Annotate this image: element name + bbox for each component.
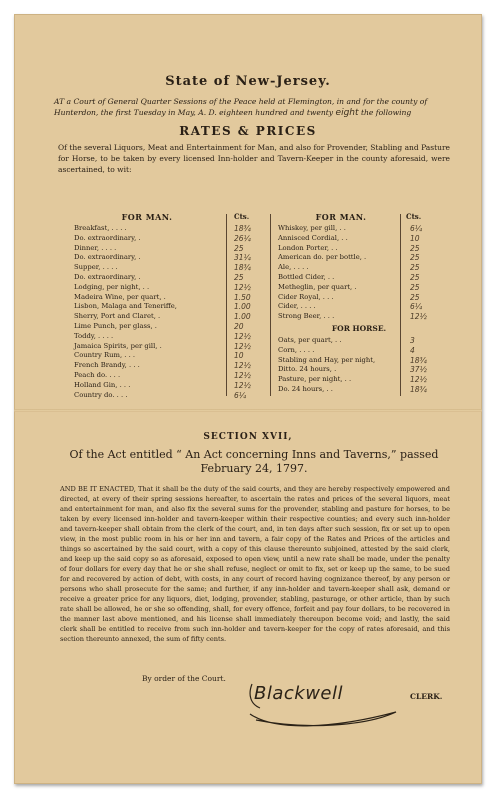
- horse-row: [278, 356, 440, 366]
- right-item-price: 25: [410, 282, 420, 292]
- left-item-label: Lodging, per night, . .: [74, 282, 150, 291]
- right-row: [278, 224, 440, 234]
- right-item-label: American do. per bottle, .: [278, 253, 367, 262]
- right-item-price: 6¼: [410, 224, 423, 233]
- right-column-header: [278, 212, 440, 224]
- left-item-price: 12½: [234, 361, 251, 371]
- right-item-price: 12½: [410, 312, 427, 322]
- state-heading: State of New-Jersey.: [165, 74, 331, 89]
- clerk-label: CLERK.: [410, 692, 443, 701]
- horse-rows: [278, 336, 440, 395]
- left-row: [74, 342, 274, 352]
- left-item-price: 12½: [234, 370, 251, 380]
- horse-row: [278, 385, 440, 395]
- left-heading: FOR MAN.: [121, 212, 173, 222]
- column-rule-right-cts: [400, 214, 401, 396]
- column-rule-center: [270, 214, 271, 396]
- left-row: [74, 381, 274, 391]
- left-item-price: 18¾: [234, 224, 251, 233]
- horse-item-label: Do. 24 hours, . .: [278, 384, 333, 393]
- rates-title: RATES & PRICES: [179, 124, 317, 138]
- right-row: [278, 234, 440, 244]
- horse-item-price: 12½: [410, 375, 427, 385]
- horse-item-price: 3: [410, 335, 415, 345]
- order-of-court: By order of the Court.: [142, 674, 226, 683]
- right-item-price: 25: [410, 243, 420, 253]
- left-item-price: 12½: [234, 331, 251, 341]
- horse-heading: FOR HORSE.: [331, 323, 387, 333]
- horse-item-label: Ditto. 24 hours, .: [278, 365, 337, 374]
- court-statement: [54, 96, 454, 119]
- right-item-label: Strong Beer, . . .: [278, 312, 335, 321]
- left-row: [74, 351, 274, 361]
- left-item-label: Do. extraordinary, .: [74, 272, 141, 281]
- left-row: [74, 332, 274, 342]
- horse-row: [278, 346, 440, 356]
- left-item-price: 20: [234, 321, 244, 331]
- right-item-price: 25: [410, 292, 420, 302]
- left-item-price: 25: [234, 243, 244, 253]
- act-body-text: AND BE IT ENACTED, That it shall be the duty of the said courts, and they are hereby respectively empowered and directed, at every of their spring sessions hereafter, to ascertain the rates and prices of the several liquors, meat and entertainment for man, and also fix the several sums for the provender, stabling and pasture for horses, to be taken by every licensed inn-holder and tavern-keeper within their respective counties; and every such inn-holder and tavern-keeper shall obtain from the clerk of the court, and, in ten days after such session, fix or set up to open view, in the most public room in his or her inn and tavern, a fair copy of the Rates and Prices of the articles and things so ascertained by the said court, with a copy of this clause thereunto subjoined, attested by the said clerk, and keep up the said copy so as aforesaid, exposed to open view, until a new rate shall be made, under the penalty of four dollars for every day that he or she shall refuse, neglect or omit to fix, set or keep up the same, to be sued for and recovered by action of debt, with costs, in any court of record having cognizance thereof, by any person or persons who shall prosecute for the same; and further, if any inn-holder and tavern-keeper shall ask, demand or receive a greater price for any liquors, diet, lodging, provender, stabling, pasturage, or other article, than by such rate shall be allowed, he or she so offending, shall, for every offence, forfeit and pay four dollars, to be recovered in the manner last above mentioned, and his license shall immediately thereupon become void; and lastly, the said clerk shall be entitled to receive from such inn-holder and tavern-keeper for the copy of rates aforesaid, and this section thereunto annexed, the sum of fifty cents.: [60, 485, 450, 643]
- left-item-price: 6¼: [234, 390, 247, 400]
- right-row: [278, 263, 440, 273]
- act-title: Of the Act entitled “ An Act concerning Inns and Taverns,” passed February 24, 1797.: [69, 448, 439, 475]
- left-item-label: Country do. . . .: [74, 390, 128, 399]
- right-row: [278, 312, 440, 322]
- section-number: SECTION XVII,: [203, 432, 293, 442]
- left-cts-heading: Cts.: [234, 212, 250, 221]
- court-line-b: the following: [360, 108, 412, 117]
- left-item-price: 1.00: [234, 312, 251, 322]
- right-heading: FOR MAN.: [315, 212, 367, 222]
- left-row: [74, 273, 274, 283]
- left-item-price: 12½: [234, 341, 251, 351]
- horse-item-price: 4: [410, 345, 415, 355]
- left-item-price: 1.00: [234, 302, 251, 312]
- left-row: [74, 253, 274, 263]
- left-item-price: 10: [234, 351, 244, 361]
- right-rows: [278, 224, 440, 322]
- left-item-label: Dinner, . . . .: [74, 243, 117, 252]
- column-rule-left-cts: [226, 214, 227, 396]
- left-item-label: Supper, . . . .: [74, 263, 118, 272]
- left-item-label: Toddy, . . . .: [74, 331, 114, 340]
- left-item-price: 12½: [234, 380, 251, 390]
- left-column-header: [74, 212, 274, 224]
- left-item-label: Jamaica Spirits, per gill, .: [74, 341, 162, 350]
- left-item-label: Sherry, Port and Claret, .: [74, 312, 161, 321]
- horse-item-price: 18¾: [410, 355, 427, 365]
- horse-item-label: Stabling and Hay, per night,: [278, 355, 376, 364]
- intro-paragraph: Of the several Liquors, Meat and Entertainment for Man, and also for Provender, Stabling and Pasture for Horse, to be taken by every licensed Inn-holder and Tavern-Keeper in the county aforesaid, were ascertained, to wit:: [58, 143, 450, 174]
- left-row: [74, 322, 274, 332]
- left-row: [74, 371, 274, 381]
- right-row: [278, 273, 440, 283]
- horse-item-label: Pasture, per night, . .: [278, 375, 352, 384]
- right-item-label: London Porter, . .: [278, 243, 338, 252]
- left-item-price: 12½: [234, 282, 251, 292]
- right-row: [278, 283, 440, 293]
- horse-item-price: 18¾: [410, 384, 427, 394]
- left-item-label: Peach do. . . .: [74, 370, 121, 379]
- left-item-label: Lisbon, Malaga and Teneriffe,: [74, 302, 177, 311]
- horse-row: [278, 365, 440, 375]
- left-row: [74, 293, 274, 303]
- left-row: [74, 224, 274, 234]
- left-item-label: Lime Punch, per glass, .: [74, 321, 157, 330]
- right-row: [278, 302, 440, 312]
- right-item-price: 25: [410, 272, 420, 282]
- left-row: [74, 361, 274, 371]
- right-item-label: Annisced Cordial, . .: [278, 233, 348, 242]
- left-item-label: Country Rum, . . .: [74, 351, 136, 360]
- left-item-label: Do. extraordinary, .: [74, 233, 141, 242]
- left-rows: [74, 224, 274, 400]
- right-row: [278, 293, 440, 303]
- horse-item-label: Corn, . . . .: [278, 345, 315, 354]
- left-item-price: 31¼: [234, 253, 251, 263]
- court-handwritten-year: eight: [335, 108, 359, 118]
- right-item-price: 10: [410, 233, 420, 243]
- left-row: [74, 244, 274, 254]
- left-item-label: Do. extraordinary, .: [74, 253, 141, 262]
- horse-row: [278, 375, 440, 385]
- left-item-price: 1.50: [234, 292, 251, 302]
- left-row: [74, 263, 274, 273]
- left-row: [74, 391, 274, 401]
- left-item-price: 18¾: [234, 263, 251, 273]
- right-item-price: 25: [410, 263, 420, 273]
- right-rates-column: [278, 212, 440, 395]
- right-item-label: Cider, . . . .: [278, 302, 316, 311]
- right-row: [278, 244, 440, 254]
- left-item-label: Breakfast, . . . .: [74, 224, 127, 232]
- right-cts-heading: Cts.: [406, 212, 422, 221]
- left-item-price: 25: [234, 272, 244, 282]
- left-row: [74, 283, 274, 293]
- right-item-label: Bottled Cider, . .: [278, 272, 335, 281]
- right-item-label: Whiskey, per gill, . .: [278, 224, 346, 232]
- left-item-price: 26¼: [234, 233, 251, 243]
- horse-row: [278, 336, 440, 346]
- left-row: [74, 234, 274, 244]
- left-row: [74, 312, 274, 322]
- clerk-signature: Blackwell: [254, 683, 343, 704]
- left-item-label: French Brandy, . . .: [74, 361, 140, 370]
- right-item-label: Cider Royal, . . .: [278, 292, 334, 301]
- right-row: [278, 253, 440, 263]
- document-sheet: [14, 14, 482, 784]
- right-item-price: 25: [410, 253, 420, 263]
- left-item-label: Holland Gin, . . .: [74, 380, 131, 389]
- left-item-label: Madeira Wine, per quart, .: [74, 292, 166, 301]
- horse-item-label: Oats, per quart, . .: [278, 335, 342, 344]
- right-item-price: 6¼: [410, 302, 423, 312]
- right-item-label: Ale, . . . .: [278, 263, 309, 272]
- right-item-label: Metheglin, per quart, .: [278, 282, 357, 291]
- left-row: [74, 302, 274, 312]
- court-line-a: AT a Court of General Quarter Sessions of the Peace held at Flemington, in and for the county of Hunterdon, the first Tuesday in May, A. D. eighteen hundred and twenty: [54, 97, 428, 117]
- left-rates-column: [74, 212, 274, 400]
- horse-item-price: 37½: [410, 365, 427, 375]
